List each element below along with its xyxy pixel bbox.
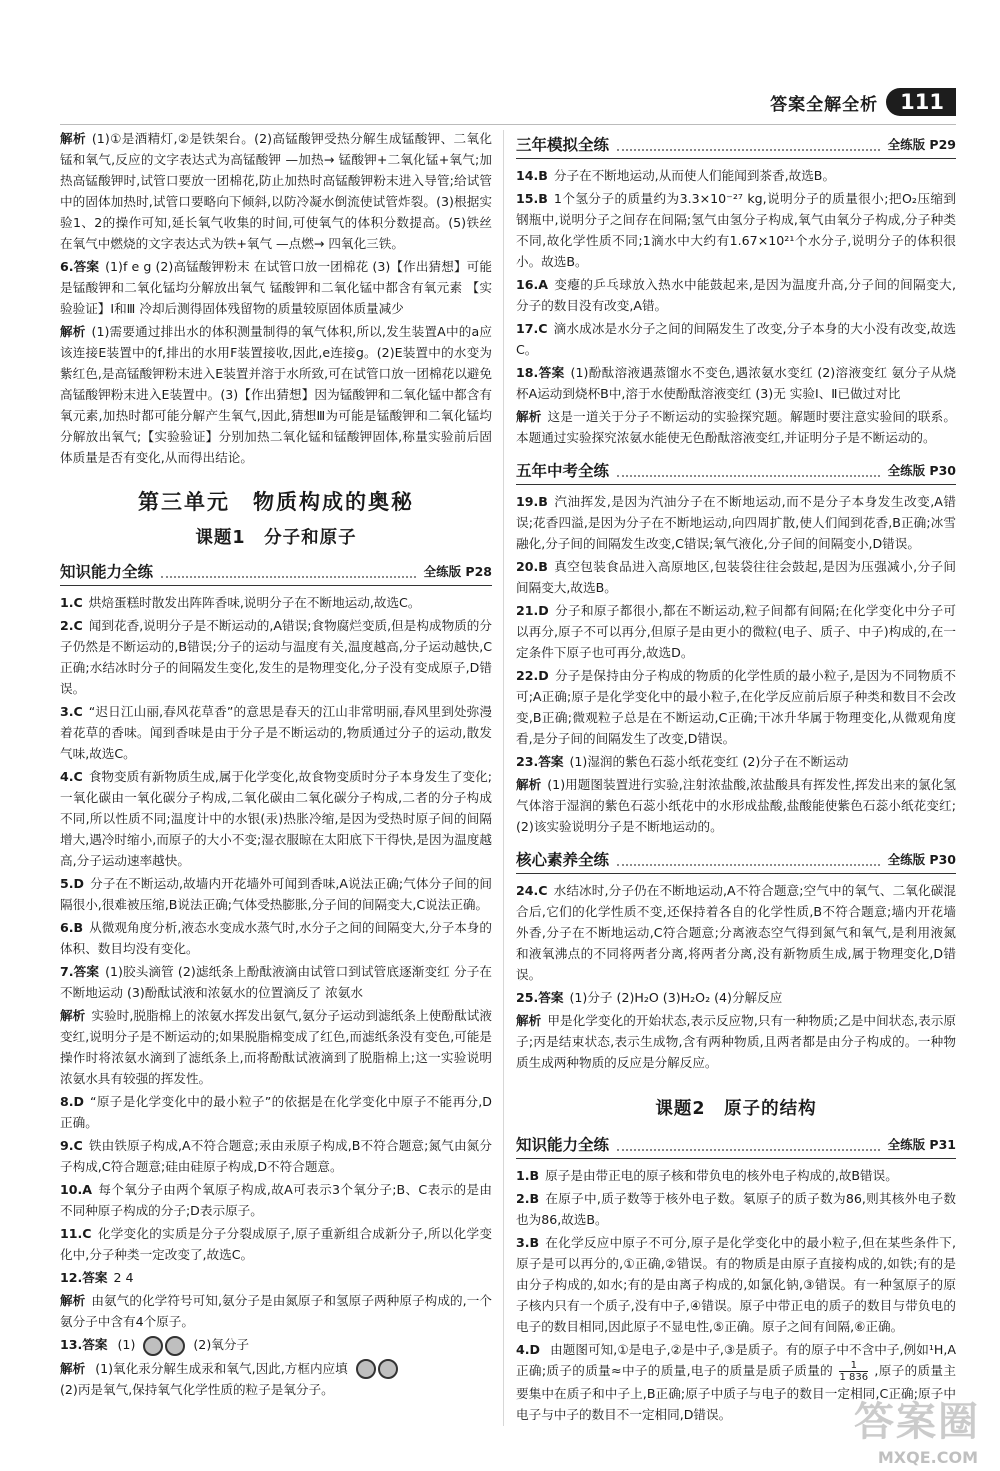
- item-label: 24.C: [516, 883, 548, 898]
- section-header-five-year: [516, 456, 956, 485]
- atom-circle: [143, 1336, 163, 1356]
- item-label: 18.答案: [516, 365, 565, 380]
- answer-item: [60, 256, 492, 319]
- item-text: (1)f e g (2)高锰酸钾粉末 在试管口放一团棉花 (3)【作出猜想】可能是锰酸钾和二氧化锰均分解放出氧气 锰酸钾和二氧化锰中都含有氧元素 【实验验证】Ⅰ和Ⅲ 冷却后测得固体残留物的质量较原固体质量减少: [60, 259, 492, 316]
- item-text: 这是一道关于分子不断运动的实验探究题。解题时要注意实验间的联系。本题通过实验探究浓氨水能使无色酚酞溶液变红,并证明分子是不断运动的。: [516, 409, 956, 445]
- answer-item: [516, 1188, 956, 1230]
- item-label: 13.答案: [60, 1337, 108, 1352]
- item-label: 解析: [60, 1293, 86, 1308]
- item-label: 解析: [516, 777, 542, 792]
- item-part-a: (1): [117, 1337, 136, 1352]
- item-text: 分子和原子都很小,都在不断运动,粒子间都有间隔;在化学变化中分子可以再分,原子不可以再分,但原子是由更小的微粒(电子、质子、中子)构成的,在一定条件下原子也可再分,故选D。: [516, 603, 956, 660]
- answer-item: [516, 188, 956, 272]
- item-text: (1)用题图装置进行实验,注射浓盐酸,浓盐酸具有挥发性,挥发出来的氯化氢气体溶于湿润的紫色石蕊小纸花中的水形成盐酸,盐酸能使紫色石蕊小纸花变红;(2)该实验说明分子是不断地运动的。: [516, 777, 956, 834]
- section-dots: [617, 137, 880, 151]
- item-label: 解析: [60, 1008, 86, 1023]
- lesson-title-2: 课题2 原子的结构: [655, 1099, 817, 1119]
- answer-item: [60, 873, 492, 915]
- answer-item: [60, 1267, 492, 1288]
- item-label: 解析: [60, 1360, 86, 1376]
- item-text: 闻到花香,说明分子是不断运动的,A错误;食物腐烂变质,但是构成物质的分子仍然是不断运动的,B错误;分子的运动与温度有关,温度越高,分子运动越快,C正确;水结冰时分子的间隔发生变化,发生的是物理变化,分子没有变成原子,D错误。: [60, 618, 492, 696]
- answer-item: [516, 318, 956, 360]
- item-text: 滴水成冰是水分子之间的间隔发生了改变,分子本身的大小没有改变,故选C。: [516, 321, 956, 357]
- left-column: [60, 128, 492, 1431]
- answer-item: [516, 1010, 956, 1073]
- answer-item: [60, 1223, 492, 1265]
- item-label: 12.答案: [60, 1270, 108, 1285]
- molecule-diagram: [143, 1336, 185, 1356]
- item-text: (1)分子 (2)H₂O (3)H₂O₂ (4)分解反应: [569, 990, 783, 1005]
- item-text: 烘焙蛋糕时散发出阵阵香味,说明分子在不断地运动,故选C。: [88, 595, 421, 610]
- answer-item: [516, 987, 956, 1008]
- item-text: 由题图可知,①是电子,②是中子,③是质子。有的原子中不含中子,例如¹H,A正确;质子的质量≈中子的质量,电子的质量是质子质量的: [516, 1342, 956, 1378]
- answer-block-lesson1: [60, 592, 492, 1332]
- answer-item: [516, 362, 956, 404]
- item-label: 9.C: [60, 1138, 83, 1153]
- page-number: 111: [886, 88, 956, 116]
- answer-item: [516, 880, 956, 985]
- item-text: 从微观角度分析,液态水变成水蒸气时,水分子之间的间隔变大,分子本身的体积、数目均没有变化。: [60, 920, 492, 956]
- answer-item: [60, 701, 492, 764]
- section-ref: 全练版 P30: [887, 463, 956, 478]
- item-text: 化学变化的实质是分子分裂成原子,原子重新组合成新分子,所以化学变化中,分子种类一定改变了,故选C。: [60, 1226, 492, 1262]
- item-text: (1)氧化汞分解生成汞和氧气,因此,方框内应填: [95, 1360, 348, 1376]
- answer-item: [60, 961, 492, 1003]
- item-label: 4.D: [516, 1342, 541, 1357]
- item-label: 解析: [60, 324, 86, 339]
- item-label: 20.B: [516, 559, 548, 574]
- item-text: 每个氧分子由两个氧原子构成,故A可表示3个氧分子;B、C表示的是由不同种原子构成的分子;D表示原子。: [60, 1182, 492, 1218]
- section-header-knowledge-2: [516, 1130, 956, 1159]
- item-label: 15.B: [516, 191, 548, 206]
- section-ref: 全练版 P30: [887, 852, 956, 867]
- item-label: 3.B: [516, 1235, 540, 1250]
- answer-block-core: [516, 880, 956, 1073]
- header-rule: [60, 124, 956, 125]
- watermark-logo: 答案圈: [854, 1399, 980, 1445]
- item-text: 水结冰时,分子仍在不断地运动,A不符合题意;空气中的氧气、二氧化碳混合后,它们的化学性质不变,还保持着各自的化学性质,B不符合题意;墙内开花墙外香,分子在不断地运动,C符合题意;分离液态空气得到氮气和氧气,是利用液氮和液氧沸点的不同将两者分离,将两者分离,没有新物质生成,属于物理变化,D错误。: [516, 883, 956, 982]
- item-text: 变瘪的乒乓球放入热水中能鼓起来,是因为温度升高,分子间的间隔变大,分子的数目没有改变,A错。: [516, 277, 956, 313]
- item-text: 真空包装食品进入高原地区,包装袋往往会鼓起,是因为压强减小,分子间间隔变大,故选B。: [516, 559, 956, 595]
- item-text: 分子在不断运动,故墙内开花墙外可闻到香味,A说法正确;气体分子间的间隔很小,很难被压缩,B说法正确;气体受热膨胀,分子间的间隔变大,C说法正确。: [60, 876, 492, 912]
- item-text: 1个氢分子的质量约为3.3×10⁻²⁷ kg,说明分子的质量很小;把O₂压缩到钢瓶中,说明分子之间存在间隔;氢气由氢分子构成,氧气由氧分子构成,分子种类不同,故化学性质不同;1滴水中大约有1.67×10²¹个水分子,说明分子的体积很小。故选B。: [516, 191, 956, 269]
- item-text: (1)酚酞溶液遇蒸馏水不变色,遇浓氨水变红 (2)溶液变红 氨分子从烧杯A运动到烧杯B中,溶于水使酚酞溶液变红 (3)无 实验Ⅰ、Ⅱ已做过对比: [516, 365, 956, 401]
- item-label: 解析: [516, 409, 542, 424]
- item-label: 2.B: [516, 1191, 540, 1206]
- answer-block-five-year: [516, 491, 956, 837]
- section-name: 三年模拟全练: [516, 136, 610, 154]
- item-label: 1.C: [60, 595, 83, 610]
- item-text: 汽油挥发,是因为汽油分子在不断地运动,而不是分子本身发生改变,A错误;花香四溢,是因为分子在不断地运动,向四周扩散,使人们闻到花香,B正确;冰雪融化,分子间的间隔发生改变,C错误;氧气液化,分子间的间隔变小,D错误。: [516, 494, 956, 551]
- fraction: [839, 1360, 868, 1383]
- section-ref: 全练版 P29: [887, 137, 956, 152]
- answer-item: [60, 615, 492, 699]
- answer-item: [516, 165, 956, 186]
- section-ref: 全练版 P28: [423, 564, 492, 579]
- answer-item: [60, 1290, 492, 1332]
- item-text: “原子是化学变化中的最小粒子”的依据是在化学变化中原子不能再分,D正确。: [60, 1094, 492, 1130]
- answer-item: [60, 917, 492, 959]
- answer-item: [516, 774, 956, 837]
- page-header: [770, 84, 956, 120]
- header-title: 答案全解全析: [770, 94, 879, 115]
- item-label: 14.B: [516, 168, 548, 183]
- item-label: 19.B: [516, 494, 548, 509]
- item-label: 7.答案: [60, 964, 100, 979]
- item-text: 分子在不断地运动,从而使人们能闻到茶香,故选B。: [553, 168, 836, 183]
- section-dots: [617, 852, 880, 866]
- answer-item: [516, 406, 956, 448]
- answer-item: [60, 1091, 492, 1133]
- section-dots: [161, 564, 416, 578]
- item-text: 铁由铁原子构成,A不符合题意;汞由汞原子构成,B不符合题意;氮气由氮分子构成,C符合题意;硅由硅原子构成,D不符合题意。: [60, 1138, 492, 1174]
- section-header-core: [516, 845, 956, 874]
- item-label: 6.答案: [60, 259, 100, 274]
- item-text-2: (2)丙是氧气,保持氧气化学性质的粒子是氧分子。: [60, 1382, 334, 1397]
- section-name: 知识能力全练: [516, 1136, 610, 1154]
- item-label: 16.A: [516, 277, 549, 292]
- answer-item: [516, 1232, 956, 1337]
- section-name: 知识能力全练: [60, 563, 154, 581]
- item-label: 23.答案: [516, 754, 564, 769]
- section-ref: 全练版 P31: [887, 1137, 956, 1152]
- item-label: 1.B: [516, 1168, 540, 1183]
- item-label: 8.D: [60, 1094, 85, 1109]
- answer-item: [516, 556, 956, 598]
- item-text: 由氨气的化学符号可知,氨分子是由氮原子和氢原子两种原子构成的,一个氨分子中含有4个原子。: [60, 1293, 492, 1329]
- section-dots: [617, 463, 880, 477]
- section-header-knowledge: [60, 557, 492, 586]
- atom-circle: [356, 1359, 376, 1379]
- answer-item: [516, 751, 956, 772]
- item-text: (1)湿润的紫色石蕊小纸花变红 (2)分子在不断运动: [569, 754, 849, 769]
- item-text: 2 4: [113, 1270, 134, 1285]
- item-label: 4.C: [60, 769, 83, 784]
- item-label: 解析: [516, 1013, 542, 1028]
- item-label: 2.C: [60, 618, 83, 633]
- item-text: 在原子中,质子数等于核外电子数。氡原子的质子数为86,则其核外电子数也为86,故选B。: [516, 1191, 956, 1227]
- answer-item: [516, 1165, 956, 1186]
- answer-item: [60, 128, 492, 254]
- unit-title: 第三单元 物质构成的奥秘: [138, 490, 414, 514]
- atom-circle: [165, 1336, 185, 1356]
- answer-item: [60, 1005, 492, 1089]
- answer-item-13-explain: [60, 1358, 492, 1401]
- item-label: 10.A: [60, 1182, 93, 1197]
- answer-item: [516, 491, 956, 554]
- answer-item: [516, 600, 956, 663]
- item-text: 实验时,脱脂棉上的浓氨水挥发出氨气,氨分子运动到滤纸条上使酚酞试液变红,说明分子是不断运动的;如果脱脂棉变成了红色,而滤纸条没有变色,可能是操作时将浓氨水滴到了滤纸条上,而将酚酞试液滴到了脱脂棉上;这一实验说明浓氨水具有较强的挥发性。: [60, 1008, 492, 1086]
- section-header-three-year: [516, 130, 956, 159]
- item-text: 分子是保持由分子构成的物质的化学性质的最小粒子,是因为不同物质不可;A正确;原子是化学变化中的最小粒子,在化学反应前后原子种类和数目不会改变,B正确;微观粒子总是在不断运动,C正确;干冰升华属于物理变化,从微观角度看,是分子间的间隔发生了改变,D错误。: [516, 668, 956, 746]
- item-label: 解析: [60, 131, 86, 146]
- fraction-denominator: 1 836: [839, 1372, 869, 1383]
- item-label: 25.答案: [516, 990, 564, 1005]
- lesson-title-1: 课题1 分子和原子: [195, 528, 357, 548]
- item-label: 11.C: [60, 1226, 92, 1241]
- item-label: 21.D: [516, 603, 549, 618]
- item-text: 在化学反应中原子不可分,原子是化学变化中的最小粒子,但在某些条件下,原子是可以再分的,①正确,②错误。有的物质是由原子直接构成的,如铁;有的是由分子构成的,如水;有的是由离子构成的,如氯化钠,③错误。有一种氢原子的原子核内只有一个质子,没有中子,④错误。原子中带正电的质子的数目与带负电的电子的数目相同,因此原子不显电性,⑤正确。原子之间有间隔,⑥正确。: [516, 1235, 956, 1334]
- item-text: 原子是由带正电的原子核和带负电的核外电子构成的,故B错误。: [545, 1168, 898, 1183]
- item-label: 17.C: [516, 321, 548, 336]
- answer-item: [516, 274, 956, 316]
- answer-block-three-year: [516, 165, 956, 448]
- item-text: 甲是化学变化的开始状态,表示反应物,只有一种物质;乙是中间状态,表示原子;丙是结束状态,表示生成物,含有两种物质,且两者都是由分子构成的。一种物质生成两种物质的反应是分解反应。: [516, 1013, 956, 1070]
- fraction-numerator: 1: [839, 1360, 868, 1372]
- item-text: “迟日江山丽,春风花草香”的意思是春天的江山非常明丽,春风里到处弥漫着花草的香味。闻到香味是由于分子是不断运动的,物质通过分子的运动,散发气味,故选C。: [60, 704, 492, 761]
- answer-item: [516, 665, 956, 749]
- section-name: 核心素养全练: [516, 851, 610, 869]
- column-separator: [503, 130, 504, 1426]
- section-name: 五年中考全练: [516, 462, 610, 480]
- watermark-url: MXQE.COM: [877, 1448, 978, 1467]
- item-label: 5.D: [60, 876, 85, 891]
- atom-circle: [378, 1359, 398, 1379]
- item-text-2: ,原子的质量主要集中在质子和中子上,B正确;原子中质子与电子的数目一定相同,C正确;原子中电子与中子的数目不一定相同,D错误。: [516, 1363, 956, 1422]
- section-dots: [617, 1137, 880, 1151]
- item-label: 22.D: [516, 668, 549, 683]
- right-column: [516, 128, 956, 1431]
- item-text: (1)①是酒精灯,②是铁架台。(2)高锰酸钾受热分解生成锰酸钾、二氧化锰和氧气,反应的文字表达式为高锰酸钾 —加热→ 锰酸钾+二氧化锰+氧气;加热高锰酸钾时,试管口要放一团棉花,防止加热时高锰酸钾粉末进入导管;给试管中的固体加热时,试管口要略向下倾斜,以防冷凝水倒流使试管炸裂。(3)根据实验1、2的操作可知,延长氧气收集的时间,可使氧气的体积分数提高。(5)铁丝在氧气中燃烧的文字表达式为铁+氧气 —点燃→ 四氧化三铁。: [60, 131, 492, 251]
- answer-item: [60, 766, 492, 871]
- item-text: (1)胶头滴管 (2)滤纸条上酚酞液滴由试管口到试管底逐渐变红 分子在不断地运动 (3)酚酞试液和浓氨水的位置滴反了 浓氨水: [60, 964, 492, 1000]
- item-label: 3.C: [60, 704, 83, 719]
- item-text: (1)需要通过排出水的体积测量制得的氧气体积,所以,发生装置A中的a应该连接E装置中的f,排出的水用F装置接收,因此,e连接g。(2)E装置中的水变为紫红色,是高锰酸钾粉末进入E装置并溶于水所致,可在试管口放一团棉花以避免高锰酸钾粉末进入E装置中。(3)【作出猜想】因为锰酸钾和二氧化锰中都含有氧元素,加热时都可能分解产生氧气,因此,猜想Ⅲ为可能是锰酸钾和二氧化锰均分解放出氧气;【实验验证】分别加热二氧化锰和锰酸钾固体,称量实验前后固体质量是否有变化,从而得出结论。: [60, 324, 492, 465]
- answer-item: [60, 592, 492, 613]
- answer-item: [60, 1135, 492, 1177]
- item-label: 6.B: [60, 920, 84, 935]
- answer-item: [60, 321, 492, 468]
- item-text: 食物变质有新物质生成,属于化学变化,故食物变质时分子本身发生了变化;一氧化碳由一氧化碳分子构成,二氧化碳由二氧化碳分子构成,二者的分子构成不同,所以性质不同;温度计中的水银(汞)热胀冷缩,是因为受热时原子间的间隔增大,遇冷时缩小,而原子的大小不变;湿衣服晾在太阳底下干得快,是因为温度越高,分子运动速率越快。: [60, 769, 492, 868]
- molecule-diagram: [356, 1359, 398, 1379]
- answer-item-13: [60, 1334, 492, 1356]
- answer-block-unit2-end: [60, 128, 492, 468]
- answer-item: [60, 1179, 492, 1221]
- answer-block-lesson2: [516, 1165, 956, 1337]
- item-part-b: (2)氧分子: [193, 1337, 250, 1352]
